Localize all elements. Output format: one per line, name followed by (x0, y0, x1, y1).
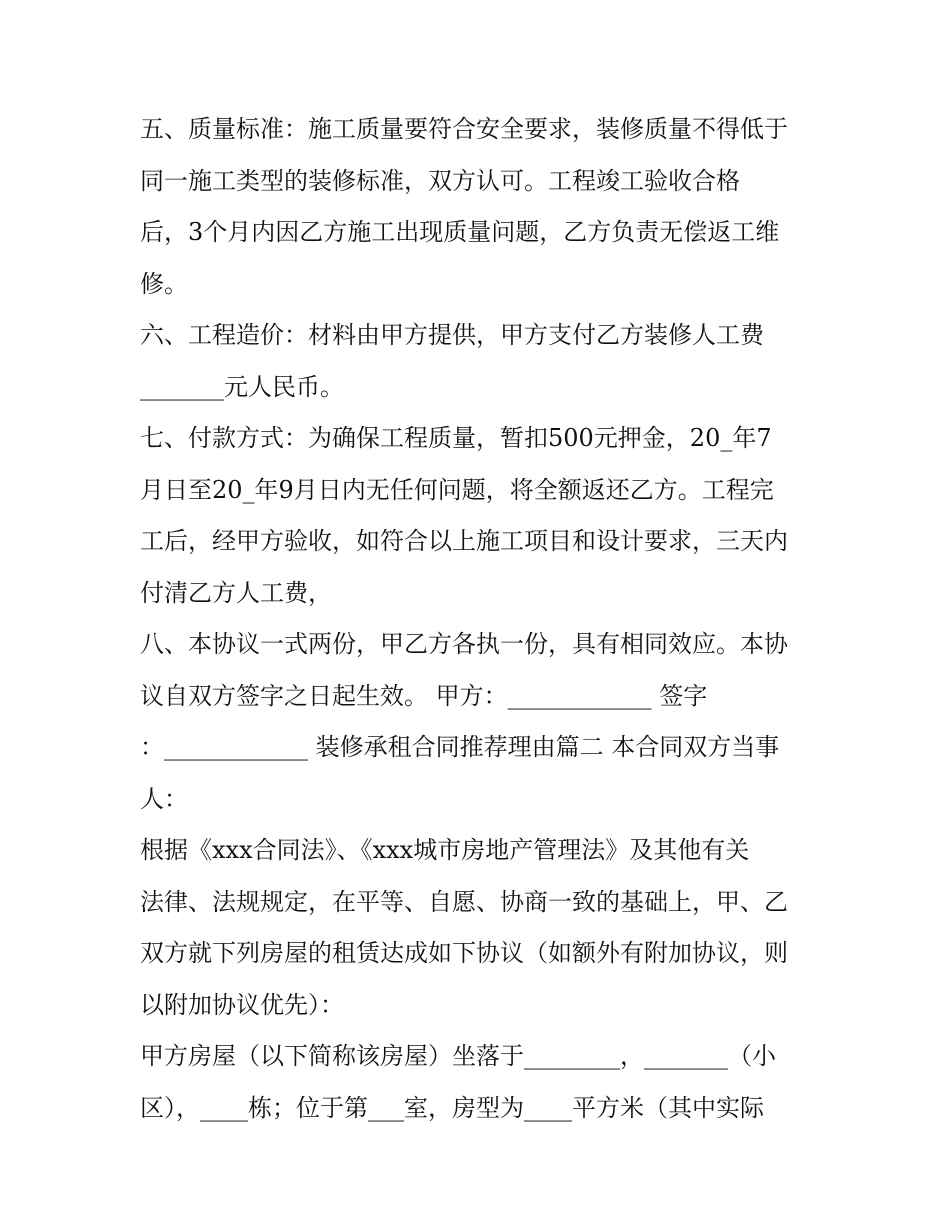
text-line: 议自双方签字之日起生效。 甲方：____________ 签字 (140, 681, 708, 710)
text-line: 同一施工类型的装修标准，双方认可。工程竣工验收合格 (140, 166, 740, 195)
text-line: 后，3个月内因乙方施工出现质量问题，乙方负责无偿返工维 (140, 218, 780, 246)
text-line: 付清乙方人工费， (140, 578, 332, 607)
text-line: 甲方房屋（以下简称该房屋）坐落于________，_______（小 (140, 1042, 776, 1070)
text-line: 根据《xxx合同法》、《xxx城市房地产管理法》及其他有关 (140, 836, 750, 864)
text-line: 工后，经甲方验收，如符合以上施工项目和设计要求，三天内 (140, 527, 788, 555)
text-line: 八、本协议一式两份，甲乙方各执一份，具有相同效应。本协 (140, 630, 788, 658)
text-line: 法律、法规规定，在平等、自愿、协商一致的基础上，甲、乙 (140, 887, 788, 916)
text-line: 双方就下列房屋的租赁达成如下协议（如额外有附加协议，则 (140, 939, 788, 967)
text-line: 修。 (140, 269, 188, 298)
text-line: ：____________ 装修承租合同推荐理由篇二 本合同双方当事 (140, 733, 780, 761)
text-line: 七、付款方式：为确保工程质量，暂扣500元押金，20_年7 (140, 424, 772, 452)
document-body (140, 104, 820, 1134)
text-line: 人： (140, 784, 188, 813)
text-line: 以附加协议优先）： (140, 990, 344, 1019)
text-line: 月日至20_年9月日内无任何问题，将全额返还乙方。工程完 (140, 475, 774, 504)
text-line: _______元人民币。 (140, 372, 344, 401)
text-line: 五、质量标准：施工质量要符合安全要求，装修质量不得低于 (140, 115, 788, 143)
text-line: 六、工程造价：材料由甲方提供，甲方支付乙方装修人工费 (140, 321, 764, 349)
text-line: 区），____栋；位于第___室，房型为____平方米（其中实际 (140, 1093, 764, 1122)
